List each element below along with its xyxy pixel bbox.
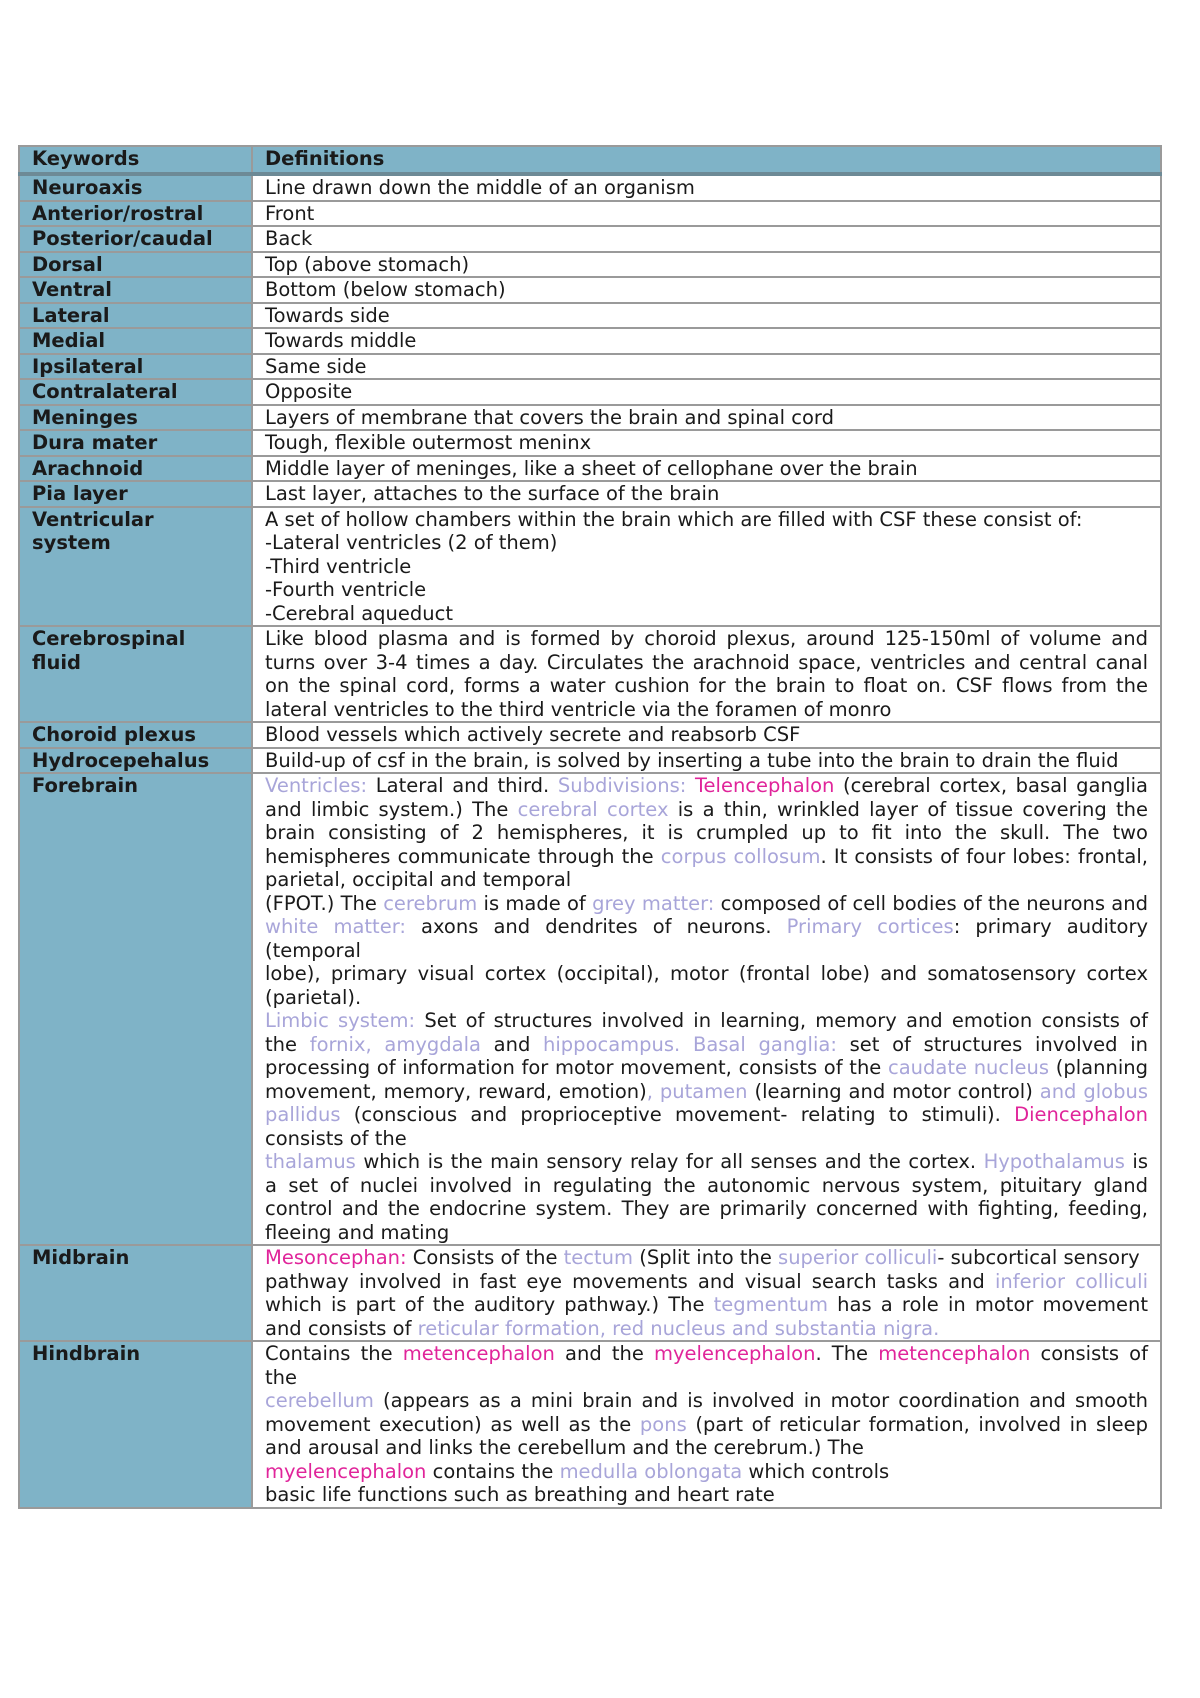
keyword-cell: Lateral (19, 303, 252, 329)
definition-cell: Line drawn down the middle of an organism (252, 174, 1161, 201)
keyword-cell: Hydrocepehalus (19, 748, 252, 774)
highlight-term: Primary cortices (786, 915, 954, 938)
definition-cell: Last layer, attaches to the surface of the brain (252, 481, 1161, 507)
definition-cell: Front (252, 201, 1161, 227)
text-run: - subcortical sensory (937, 1246, 1140, 1269)
keywords-header: Keywords (19, 146, 252, 174)
highlight-term: Diencephalon (1014, 1103, 1148, 1126)
table-row (19, 481, 1161, 507)
definition-cell: Tough, flexible outermost meninx (252, 430, 1161, 456)
keyword-cell: Meninges (19, 405, 252, 431)
highlight-term: Subdivisions: (557, 774, 687, 797)
table-row (19, 277, 1161, 303)
definition-paragraph (265, 1009, 1148, 1150)
keyword-cell: Cerebrospinal fluid (19, 626, 252, 722)
definition-cell: Layers of membrane that covers the brain and spinal cord (252, 405, 1161, 431)
definition-cell (252, 1341, 1161, 1508)
table-row (19, 174, 1161, 201)
text-run: and (480, 1032, 544, 1056)
definition-paragraph (265, 1483, 1148, 1507)
highlight-term: white matter: (265, 915, 406, 938)
text-run: Set of structures involved in learning, memory and emotion consists of the (265, 1009, 1148, 1056)
highlight-term: cerebrum (383, 891, 478, 915)
highlight-term: Telencephalon (694, 774, 835, 797)
text-run: contains the (426, 1459, 560, 1483)
highlight-term: medulla oblongata (559, 1459, 743, 1483)
definition-paragraph (265, 892, 1148, 963)
table-row-midbrain (19, 1245, 1161, 1341)
keyword-cell: Ventricular system (19, 507, 252, 627)
table-row (19, 252, 1161, 278)
text-run: and the (554, 1342, 655, 1365)
text-run (686, 774, 695, 797)
text-run: lobe), primary visual cortex (occipital), motor (frontal lobe) and somatosensory cortex (parietal). (265, 962, 1148, 1009)
definition-cell: Blood vessels which actively secrete and reabsorb CSF (252, 722, 1161, 748)
definition-paragraph (265, 774, 1148, 892)
highlight-term: corpus collosum (660, 844, 821, 868)
text-run: is made of (477, 891, 593, 915)
text-run: set of structures involved in processing of information for motor movement, consists of the (265, 1032, 1148, 1079)
table-row (19, 328, 1161, 354)
definition-line: A set of hollow chambers within the brain which are filled with CSF these consist of: (265, 507, 1083, 531)
highlight-term: hippocampus. Basal ganglia: (543, 1032, 837, 1056)
text-run: . The (815, 1342, 879, 1365)
text-run: which controls (742, 1459, 890, 1483)
table-row (19, 303, 1161, 329)
table-header-row (19, 146, 1161, 174)
highlight-term: thalamus (265, 1150, 356, 1173)
keyword-cell: Neuroaxis (19, 174, 252, 201)
text-run: is a thin, wrinkled layer of tissue covering the brain consisting of 2 hemispheres, it is crumpled up to fit into the skull. The two hemispheres communicate through the (265, 797, 1148, 868)
definition-paragraph (265, 1246, 1148, 1270)
text-run: composed of cell bodies of the neurons and (714, 891, 1148, 915)
text-run: (appears as a mini brain and is involved in motor coordination and smooth movement execution) as well as the (265, 1389, 1148, 1436)
table-row (19, 379, 1161, 405)
definition-line: -Fourth ventricle (265, 578, 427, 601)
highlight-term: tectum (563, 1246, 634, 1269)
highlight-term: myelencephalon (265, 1459, 427, 1483)
highlight-term: tegmentum (713, 1293, 829, 1316)
definition-paragraph (265, 1270, 1148, 1341)
highlight-term: caudate nucleus (888, 1056, 1050, 1079)
definition-line: -Cerebral aqueduct (265, 601, 453, 625)
table-row-hindbrain (19, 1341, 1161, 1508)
table-row-choroid-plexus (19, 722, 1161, 748)
keyword-cell: Choroid plexus (19, 722, 252, 748)
text-run: . It consists of four lobes: frontal, parietal, occipital and temporal (265, 844, 1148, 891)
keyword-cell: Hindbrain (19, 1341, 252, 1508)
definition-line: -Lateral ventricles (2 of them) (265, 531, 558, 554)
highlight-term: reticular formation, red nucleus and substantia nigra. (417, 1316, 940, 1340)
definition-cell: Build-up of csf in the brain, is solved by inserting a tube into the brain to drain the fluid (252, 748, 1161, 774)
keyword-cell: Anterior/rostral (19, 201, 252, 227)
text-run: (part of reticular formation, involved in sleep and arousal and links the cerebellum and the cerebrum.) The (265, 1412, 1148, 1459)
text-run: : primary auditory (temporal (265, 915, 1149, 962)
text-run: (conscious and proprioceptive movement- relating to stimuli). (340, 1103, 1015, 1126)
keyword-cell: Forebrain (19, 773, 252, 1245)
definition-cell: Bottom (below stomach) (252, 277, 1161, 303)
highlight-term: Hypothalamus (983, 1150, 1125, 1173)
text-run: which is part of the auditory pathway.) The (265, 1293, 714, 1316)
definition-paragraph (265, 1460, 1148, 1484)
definition-line: -Third ventricle (265, 554, 412, 578)
text-run: consists of the (265, 1342, 1148, 1389)
definition-paragraph (265, 1342, 1148, 1389)
keywords-table (18, 145, 1162, 1509)
definition-paragraph (265, 962, 1148, 1009)
text-run: Contains the (265, 1342, 403, 1365)
highlight-term: metencephalon (402, 1342, 555, 1365)
table-row-hydrocepehalus (19, 748, 1161, 774)
definition-cell: Opposite (252, 379, 1161, 405)
table-row (19, 456, 1161, 482)
keyword-cell: Arachnoid (19, 456, 252, 482)
keyword-cell: Contralateral (19, 379, 252, 405)
highlight-term: superior colliculi (778, 1246, 938, 1269)
definition-cell: Towards side (252, 303, 1161, 329)
highlight-term: fornix, amygdala (309, 1032, 481, 1056)
highlight-term: metencephalon (878, 1342, 1031, 1365)
definition-cell: Top (above stomach) (252, 252, 1161, 278)
text-run: (planning movement, memory, reward, emotion) (265, 1056, 1148, 1103)
text-run: basic life functions such as breathing and heart rate (265, 1483, 775, 1506)
table-body (19, 174, 1161, 1508)
text-run: (Split into the (633, 1246, 779, 1269)
text-run: (cerebral cortex, basal ganglia and limbic system.) The (265, 774, 1148, 821)
text-run: pathway involved in fast eye movements and visual search tasks and (265, 1269, 995, 1293)
text-run: axons and dendrites of neurons. (405, 915, 787, 938)
table-row (19, 226, 1161, 252)
definition-cell: Like blood plasma and is formed by choroid plexus, around 125-150ml of volume and turns over 3-4 times a day. Circulates the arachnoid space, ventricles and central canal on the spinal cord, forms a water cushion for the brain to float on. CSF flows from the lateral ventricles to the third ventricle via the foramen of monro (252, 626, 1161, 722)
highlight-term: , putamen (646, 1079, 748, 1103)
definition-cell (252, 1245, 1161, 1341)
text-run: (learning and motor control) (747, 1079, 1040, 1103)
highlight-term: grey matter: (592, 891, 715, 915)
definitions-header: Definitions (252, 146, 1161, 174)
text-run: consists of the (265, 1126, 407, 1150)
definition-cell: Same side (252, 354, 1161, 380)
keyword-cell: Dorsal (19, 252, 252, 278)
table-row (19, 354, 1161, 380)
text-run: Lateral and third. (367, 774, 558, 797)
definition-cell (252, 773, 1161, 1245)
highlight-term: and globus pallidus (265, 1079, 1148, 1126)
highlight-term: cerebellum (265, 1389, 374, 1412)
definition-paragraph (265, 1150, 1148, 1244)
definition-cell: Middle layer of meninges, like a sheet of cellophane over the brain (252, 456, 1161, 482)
table-row-ventricular-system (19, 507, 1161, 627)
text-run: Consists of the (406, 1246, 564, 1269)
text-run: (FPOT.) The (265, 891, 384, 915)
table-row (19, 201, 1161, 227)
keyword-cell: Midbrain (19, 1245, 252, 1341)
definition-cell (252, 507, 1161, 627)
keyword-cell: Posterior/caudal (19, 226, 252, 252)
keyword-cell: Ipsilateral (19, 354, 252, 380)
highlight-term: Mesoncephan: (265, 1246, 407, 1269)
keyword-cell: Pia layer (19, 481, 252, 507)
definition-paragraph (265, 1389, 1148, 1460)
definition-cell: Back (252, 226, 1161, 252)
highlight-term: Ventricles: (265, 774, 368, 797)
keyword-cell: Ventral (19, 277, 252, 303)
definition-cell: Towards middle (252, 328, 1161, 354)
table-row-forebrain (19, 773, 1161, 1245)
table-row (19, 430, 1161, 456)
text-run: has a role in motor movement and consists of (265, 1293, 1148, 1340)
highlight-term: myelencephalon (654, 1342, 816, 1365)
highlight-term: pons (639, 1412, 687, 1436)
highlight-term: Limbic system: (265, 1009, 416, 1032)
table-row (19, 405, 1161, 431)
table-row-cerebrospinal-fluid (19, 626, 1161, 722)
text-run: which is the main sensory relay for all senses and the cortex. (355, 1150, 984, 1173)
highlight-term: inferior colliculi (994, 1269, 1148, 1293)
text-run: is a set of nuclei involved in regulating the autonomic nervous system, pituitary gland control and the endocrine system. They are primarily concerned with fighting, feeding, fleeing and mating (265, 1150, 1148, 1244)
keyword-cell: Medial (19, 328, 252, 354)
highlight-term: cerebral cortex (517, 797, 669, 821)
keyword-cell: Dura mater (19, 430, 252, 456)
